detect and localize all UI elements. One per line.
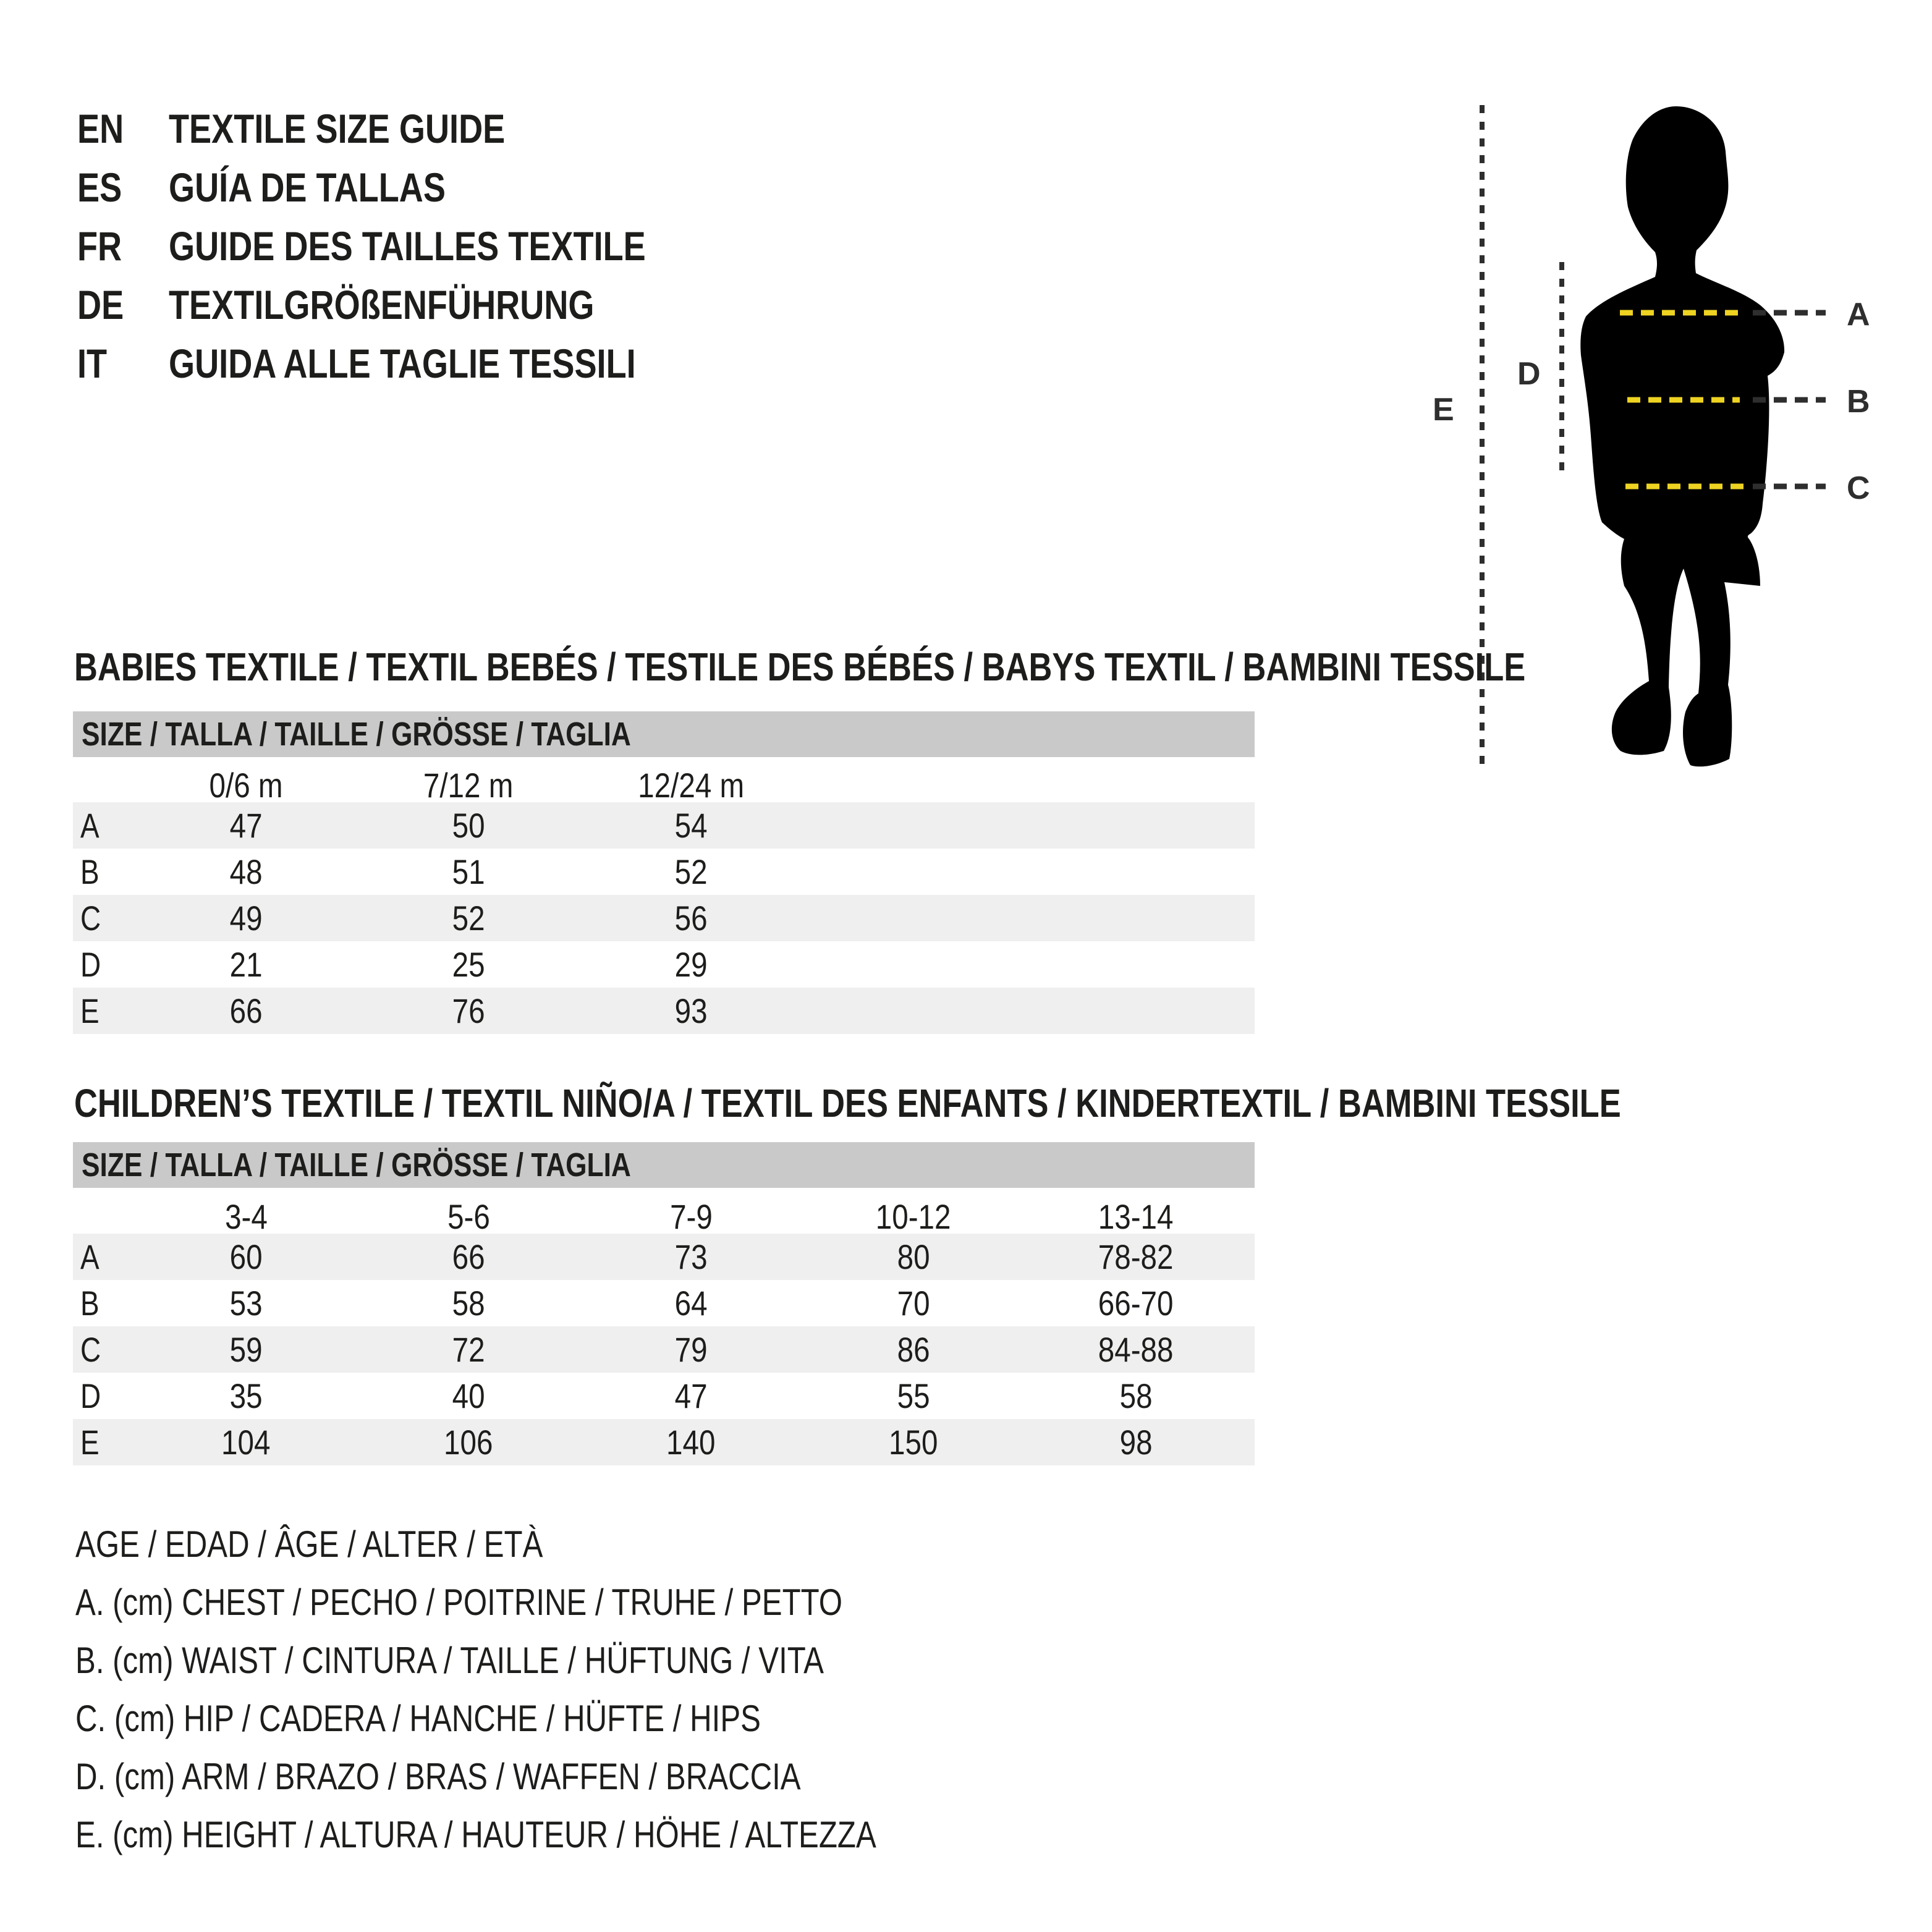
- language-row: [77, 334, 750, 392]
- legend-line-waist: [75, 1632, 1052, 1690]
- table-row: [73, 1326, 1255, 1373]
- language-code: [77, 281, 169, 328]
- legend-line-text: C. (cm) HIP / CADERA / HANCHE / HÜFTE / HIPS: [75, 1698, 761, 1739]
- column-header-text: 7-9: [669, 1197, 713, 1236]
- row-label-text: C: [80, 899, 101, 938]
- language-row: [77, 216, 750, 275]
- legend-line-text: A. (cm) CHEST / PECHO / POITRINE / TRUHE / PETTO: [75, 1582, 843, 1623]
- language-code-text: FR: [77, 222, 122, 269]
- row-label: [73, 1422, 135, 1462]
- table-cell-text: 49: [229, 899, 263, 938]
- table-cell: [135, 1329, 357, 1370]
- table-cell: [357, 805, 580, 845]
- table-cell: [580, 1283, 802, 1323]
- language-title: [169, 164, 506, 211]
- column-header-text: 12/24 m: [638, 766, 744, 805]
- babies-section-heading-text: BABIES TEXTILE / TEXTIL BEBÉS / TESTILE DES BÉBÉS / BABYS TEXTIL / BAMBINI TESSILE: [74, 645, 1526, 689]
- table-cell-text: 106: [444, 1423, 493, 1462]
- language-title: [169, 105, 579, 152]
- table-cell-text: 72: [452, 1330, 485, 1369]
- table-cell-text: 60: [229, 1237, 263, 1276]
- table-cell: [135, 1237, 357, 1277]
- table-cell-text: 35: [229, 1376, 263, 1415]
- language-title: [169, 281, 688, 328]
- table-cell: [357, 1422, 580, 1462]
- row-label: [73, 1237, 135, 1277]
- row-label: [73, 852, 135, 892]
- column-header: [580, 1197, 802, 1237]
- table-cell: [357, 1376, 580, 1416]
- column-header-text: 3-4: [224, 1197, 268, 1236]
- row-label: [73, 944, 135, 985]
- language-code: [77, 222, 169, 269]
- children-table: [73, 1197, 1255, 1465]
- table-cell: [135, 1283, 357, 1323]
- row-label-text: C: [80, 1330, 101, 1369]
- table-row: [73, 849, 1255, 895]
- table-cell: [1025, 1376, 1247, 1416]
- table-cell-text: 52: [674, 852, 708, 891]
- figure-label-a: A: [1847, 297, 1870, 333]
- figure-label-d: D: [1517, 356, 1541, 392]
- legend-line-chest: [75, 1574, 1052, 1632]
- table-cell: [580, 1422, 802, 1462]
- table-cell: [802, 1422, 1025, 1462]
- babies-column-header-row: [73, 765, 1255, 805]
- language-code-text: ES: [77, 164, 122, 210]
- table-cell: [357, 898, 580, 938]
- table-cell: [802, 1376, 1025, 1416]
- table-cell-text: 21: [229, 945, 263, 984]
- table-row: [73, 1280, 1255, 1326]
- legend-line-hip: [75, 1690, 1052, 1748]
- table-cell-text: 55: [897, 1376, 930, 1415]
- table-cell-text: 52: [452, 899, 485, 938]
- children-column-header-row: [73, 1197, 1255, 1234]
- table-cell: [357, 1237, 580, 1277]
- table-cell-text: 51: [452, 852, 485, 891]
- column-header-text: 13-14: [1098, 1197, 1174, 1236]
- table-cell: [357, 1283, 580, 1323]
- babies-section-heading: [74, 644, 1844, 690]
- table-cell-text: 84-88: [1098, 1330, 1174, 1369]
- column-header: [802, 1197, 1025, 1237]
- language-title-text: GUIDA ALLE TAGLIE TESSILI: [169, 340, 636, 386]
- column-header: [357, 765, 580, 805]
- table-cell-text: 40: [452, 1376, 485, 1415]
- table-cell: [1025, 1283, 1247, 1323]
- table-row: [73, 941, 1255, 988]
- table-cell-text: 48: [229, 852, 263, 891]
- table-cell-text: 70: [897, 1284, 930, 1323]
- language-code: [77, 340, 169, 387]
- column-header-text: 7/12 m: [423, 766, 514, 805]
- table-cell-text: 78-82: [1098, 1237, 1174, 1276]
- row-label: [73, 805, 135, 845]
- table-cell-text: 54: [674, 806, 708, 845]
- table-cell: [580, 991, 802, 1031]
- table-row: [73, 1373, 1255, 1419]
- column-header: [1025, 1197, 1247, 1237]
- row-label-text: A: [80, 806, 100, 845]
- legend-line-text: D. (cm) ARM / BRAZO / BRAS / WAFFEN / BRACCIA: [75, 1756, 801, 1797]
- column-header-text: 10-12: [876, 1197, 951, 1236]
- language-row: [77, 275, 750, 334]
- table-cell-text: 140: [666, 1423, 716, 1462]
- language-title: [169, 340, 739, 387]
- language-code: [77, 164, 169, 211]
- column-header: [135, 1197, 357, 1237]
- row-label-text: B: [80, 852, 100, 891]
- table-cell: [135, 1422, 357, 1462]
- legend-line-arm: [75, 1748, 1052, 1806]
- table-cell-text: 50: [452, 806, 485, 845]
- table-cell: [1025, 1329, 1247, 1370]
- table-cell-text: 98: [1119, 1423, 1153, 1462]
- figure-label-b: B: [1847, 384, 1870, 420]
- table-cell-text: 76: [452, 991, 485, 1030]
- table-cell: [135, 805, 357, 845]
- row-label: [73, 1376, 135, 1416]
- row-label-text: D: [80, 1376, 101, 1415]
- table-cell: [357, 944, 580, 985]
- table-row: [73, 1419, 1255, 1465]
- table-cell-text: 47: [674, 1376, 708, 1415]
- language-title: [169, 222, 750, 269]
- row-label-text: E: [80, 991, 100, 1030]
- table-cell: [802, 1329, 1025, 1370]
- table-cell-text: 86: [897, 1330, 930, 1369]
- table-cell-text: 56: [674, 899, 708, 938]
- table-cell: [1025, 1237, 1247, 1277]
- table-cell-text: 150: [889, 1423, 938, 1462]
- children-size-header-text: SIZE / TALLA / TAILLE / GRÖSSE / TAGLIA: [82, 1146, 631, 1184]
- row-label-text: D: [80, 945, 101, 984]
- language-title-text: TEXTILE SIZE GUIDE: [169, 105, 506, 151]
- table-cell-text: 66-70: [1098, 1284, 1174, 1323]
- table-cell: [135, 852, 357, 892]
- legend-line-text: AGE / EDAD / ÂGE / ALTER / ETÀ: [75, 1523, 543, 1565]
- table-cell-text: 66: [452, 1237, 485, 1276]
- row-label: [73, 1283, 135, 1323]
- language-row: [77, 99, 750, 158]
- table-cell: [580, 852, 802, 892]
- table-row: [73, 802, 1255, 849]
- column-header: [580, 765, 802, 805]
- table-cell-text: 29: [674, 945, 708, 984]
- children-section-heading: [74, 1080, 1932, 1126]
- language-code-text: EN: [77, 105, 124, 151]
- figure-label-c: C: [1847, 470, 1870, 506]
- column-header: [135, 765, 357, 805]
- language-row: [77, 158, 750, 216]
- table-cell: [580, 1376, 802, 1416]
- row-label: [73, 898, 135, 938]
- figure-label-e: E: [1433, 392, 1454, 428]
- table-cell: [580, 944, 802, 985]
- table-cell: [357, 991, 580, 1031]
- legend-line-height: [75, 1806, 1052, 1864]
- legend-line-age: [75, 1515, 1052, 1574]
- column-header-text: 0/6 m: [209, 766, 283, 805]
- row-label: [73, 991, 135, 1031]
- table-cell: [580, 1329, 802, 1370]
- table-cell: [135, 898, 357, 938]
- table-cell-text: 93: [674, 991, 708, 1030]
- language-title-list: [77, 99, 750, 392]
- measurement-figure: [1378, 37, 1932, 834]
- table-row: [73, 988, 1255, 1034]
- row-label-text: E: [80, 1423, 100, 1462]
- table-row: [73, 895, 1255, 941]
- table-cell-text: 64: [674, 1284, 708, 1323]
- table-cell: [580, 805, 802, 845]
- babies-table: [73, 765, 1255, 1034]
- row-label: [73, 1329, 135, 1370]
- table-cell-text: 25: [452, 945, 485, 984]
- measurement-legend: [75, 1515, 1052, 1864]
- language-title-text: GUIDE DES TAILLES TEXTILE: [169, 222, 646, 269]
- table-cell: [357, 852, 580, 892]
- babies-size-header-bar: [73, 711, 1255, 757]
- table-cell: [135, 991, 357, 1031]
- table-cell-text: 58: [1119, 1376, 1153, 1415]
- table-cell: [135, 944, 357, 985]
- legend-line-text: B. (cm) WAIST / CINTURA / TAILLE / HÜFTUNG / VITA: [75, 1640, 824, 1681]
- table-cell: [580, 1237, 802, 1277]
- table-cell-text: 59: [229, 1330, 263, 1369]
- babies-size-header-text: SIZE / TALLA / TAILLE / GRÖSSE / TAGLIA: [82, 716, 631, 753]
- table-cell-text: 47: [229, 806, 263, 845]
- table-cell: [580, 898, 802, 938]
- table-cell-text: 66: [229, 991, 263, 1030]
- language-title-text: TEXTILGRÖßENFÜHRUNG: [169, 281, 595, 328]
- column-header: [357, 1197, 580, 1237]
- table-cell: [357, 1329, 580, 1370]
- language-code-text: DE: [77, 281, 124, 328]
- table-cell: [802, 1237, 1025, 1277]
- table-cell-text: 73: [674, 1237, 708, 1276]
- table-cell-text: 104: [221, 1423, 271, 1462]
- table-cell-text: 79: [674, 1330, 708, 1369]
- table-cell: [802, 1283, 1025, 1323]
- table-cell-text: 58: [452, 1284, 485, 1323]
- child-silhouette-diagram: [1378, 37, 1932, 834]
- table-cell-text: 80: [897, 1237, 930, 1276]
- table-cell: [135, 1376, 357, 1416]
- row-label-text: B: [80, 1284, 100, 1323]
- children-size-header-bar: [73, 1142, 1255, 1188]
- language-code-text: IT: [77, 340, 108, 386]
- children-section-heading-text: CHILDREN’S TEXTILE / TEXTIL NIÑO/A / TEXTIL DES ENFANTS / KINDERTEXTIL / BAMBINI TESSILE: [74, 1081, 1621, 1125]
- table-row: [73, 1234, 1255, 1280]
- column-header-text: 5-6: [447, 1197, 490, 1236]
- table-cell: [1025, 1422, 1247, 1462]
- legend-line-text: E. (cm) HEIGHT / ALTURA / HAUTEUR / HÖHE / ALTEZZA: [75, 1814, 876, 1855]
- table-cell-text: 53: [229, 1284, 263, 1323]
- language-code: [77, 105, 169, 152]
- row-label-text: A: [80, 1237, 100, 1276]
- language-title-text: GUÍA DE TALLAS: [169, 164, 446, 210]
